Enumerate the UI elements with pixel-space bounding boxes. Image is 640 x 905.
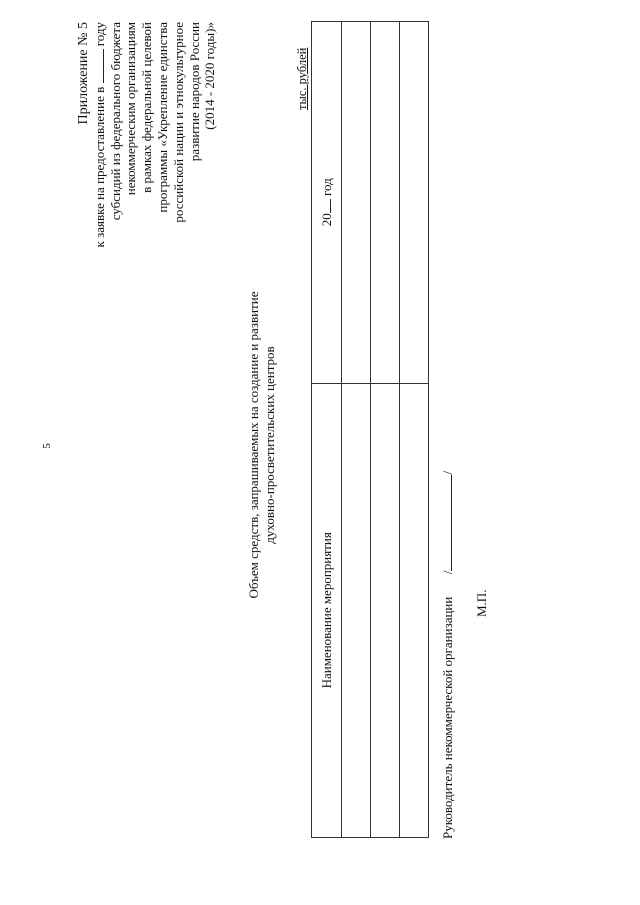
table-cell[interactable] [342,22,371,384]
appendix-title: Приложение № 5 [76,22,91,125]
appendix-header [76,22,218,287]
signature-separator: / [440,570,455,575]
table-cell[interactable] [342,383,371,837]
table-cell[interactable] [371,22,400,384]
appendix-line: в рамках федеральной целевой [139,22,155,193]
header-year [312,22,342,384]
document-title-line-1: Объем средств, запрашиваемых на создание и развитие [246,291,261,599]
appendix-line: развитие народов России [186,22,202,162]
appendix-line: программы «Укрепление единства [154,22,170,213]
table-row [400,22,429,838]
table-row [371,22,400,838]
signature-label: Руководитель некоммерческой организации [440,596,455,839]
table-cell[interactable] [400,383,429,837]
document-title [246,245,278,645]
year-blank-line [319,199,331,213]
appendix-line: (2014 - 2020 годы)» [202,22,218,130]
signature-separator: / [440,470,455,475]
page-number: 5 [40,443,53,449]
header-year-post: год [318,178,334,197]
table-cell[interactable] [400,22,429,384]
header-activity-name: Наименование мероприятия [312,383,342,837]
table-row [342,22,371,838]
appendix-line: некоммерческим организациям [123,22,139,196]
table-header-row [312,22,342,838]
header-year-pre: 20 [318,213,334,227]
appendix-line: российской нации и этнокультурное [170,22,186,223]
units-label: тыс. рублей [295,47,309,110]
signature-block [440,419,456,839]
stamp-placeholder: М.П. [474,589,489,617]
expenses-table [311,21,429,838]
appendix-line: субсидий из федерального бюджета [107,22,123,221]
year-blank-line [92,50,104,84]
appendix-line-1-pre: к заявке на предоставление в [91,86,107,248]
table-cell[interactable] [371,383,400,837]
signature-line [440,475,452,571]
appendix-line-1 [92,22,108,287]
appendix-line-1-post: году [91,22,107,47]
document-title-line-2: духовно-просветительских центров [262,346,277,544]
